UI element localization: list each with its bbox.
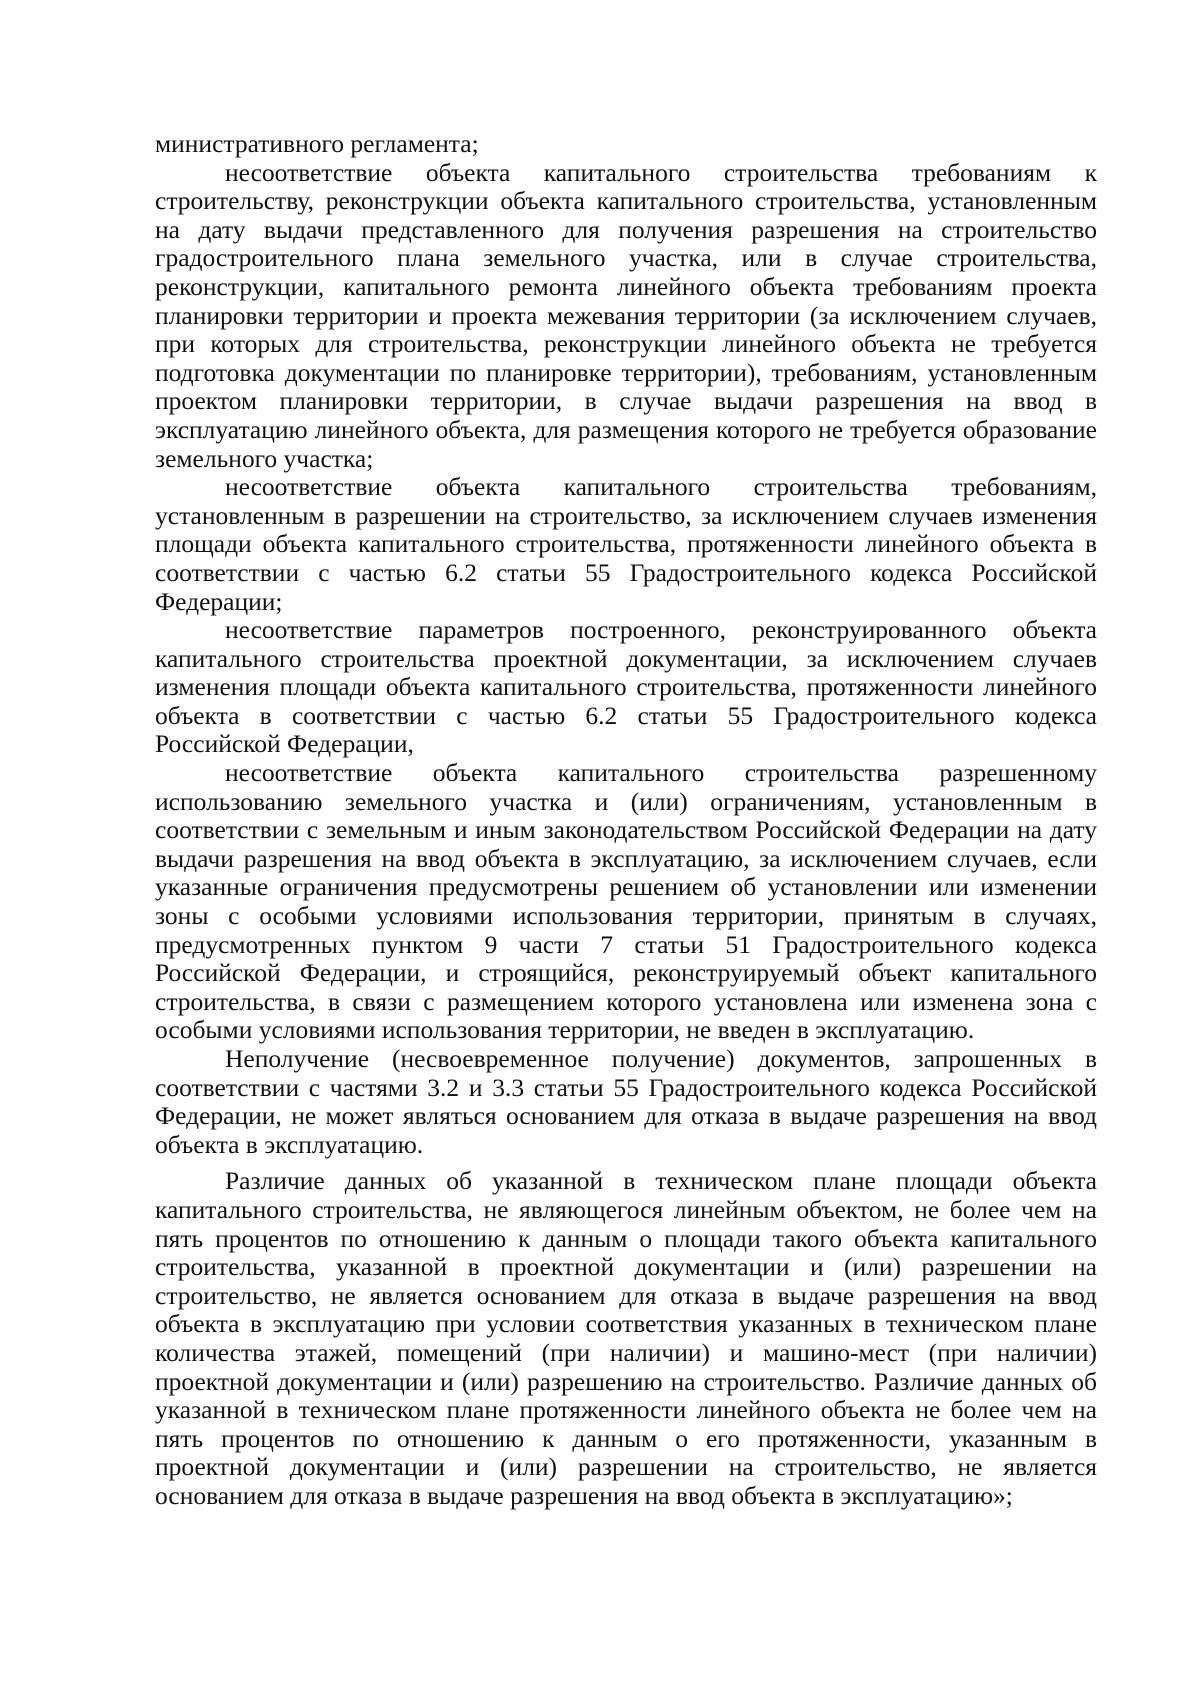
paragraph-project-docs-mismatch: несоответствие параметров построенного, реконструированного объекта капитального строительства проектной документации, за исключением случаев изменения площади объекта капитального строительства, протяженности линейного объекта в соответствии с частью 6.2 статьи 55 Градостроительного кодекса Российской Федерации, bbox=[155, 615, 1097, 759]
document-body bbox=[155, 130, 1097, 1511]
paragraph-land-use-mismatch: несоответствие объекта капитального строительства разрешенному использованию земельного участка и (или) ограничениям, установленным в соответствии с земельным и иным законодательством Российской Федерации на дату выдачи разрешения на ввод объекта в эксплуатацию, за исключением случаев, если указанные ограничения предусмотрены решением об установлении или изменении зоны с особыми условиями использования территории, принятым в случаях, предусмотренных пунктом 9 части 7 статьи 51 Градостроительного кодекса Российской Федерации, и строящийся, реконструируемый объект капитального строительства, в связи с размещением которого установлена или изменена зона с особыми условиями использования территории, не введен в эксплуатацию. bbox=[155, 758, 1097, 1045]
paragraph-documents-not-received: Неполучение (несвоевременное получение) документов, запрошенных в соответствии с частями 3.2 и 3.3 статьи 55 Градостроительного кодекса Российской Федерации, не может являться основанием для отказа в выдаче разрешения на ввод объекта в эксплуатацию. bbox=[155, 1044, 1097, 1159]
paragraph-area-difference: Различие данных об указанной в техническом плане площади объекта капитального строительства, не являющегося линейным объектом, не более чем на пять процентов по отношению к данным о площади такого объекта капитального строительства, указанной в проектной документации и (или) разрешении на строительство, не является основанием для отказа в выдаче разрешения на ввод объекта в эксплуатацию при условии соответствия указанных в техническом плане количества этажей, помещений (при наличии) и машино-мест (при наличии) проектной документации и (или) разрешению на строительство. Различие данных об указанной в техническом плане протяженности линейного объекта не более чем на пять процентов по отношению к данным о его протяженности, указанным в проектной документации и (или) разрешении на строительство, не является основанием для отказа в выдаче разрешения на ввод объекта в эксплуатацию»; bbox=[155, 1166, 1097, 1510]
paragraph-gpzu-mismatch: несоответствие объекта капитального строительства требованиям к строительству, реконструкции объекта капитального строительства, установленным на дату выдачи представленного для получения разрешения на строительство градостроительного плана земельного участка, или в случае строительства, реконструкции, капитального ремонта линейного объекта требованиям проекта планировки территории и проекта межевания территории (за исключением случаев, при которых для строительства, реконструкции линейного объекта не требуется подготовка документации по планировке территории), требованиям, установленным проектом планировки территории, в случае выдачи разрешения на ввод в эксплуатацию линейного объекта, для размещения которого не требуется образование земельного участка; bbox=[155, 157, 1097, 473]
paragraph-permit-mismatch: несоответствие объекта капитального строительства требованиям, установленным в разрешении на строительство, за исключением случаев изменения площади объекта капитального строительства, протяженности линейного объекта в соответствии с частью 6.2 статьи 55 Градостроительного кодекса Российской Федерации; bbox=[155, 472, 1097, 616]
paragraph-regulation-end: министративного регламента; bbox=[155, 129, 479, 158]
